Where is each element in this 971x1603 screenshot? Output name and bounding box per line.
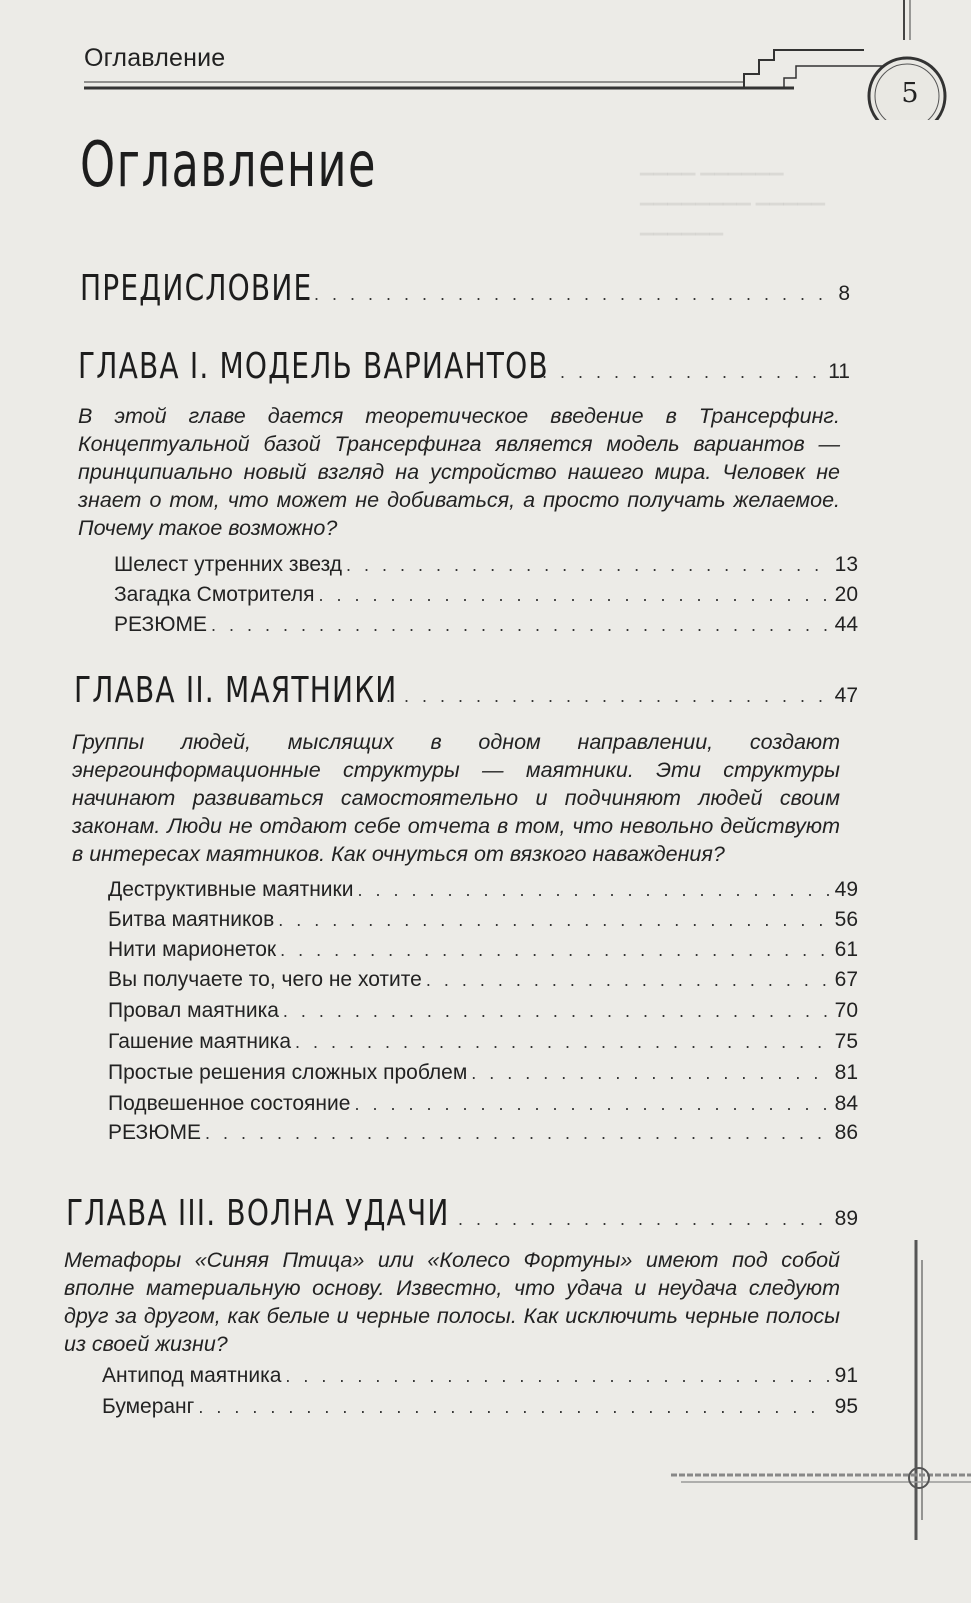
- toc-section[interactable]: [108, 1092, 858, 1116]
- section-title: Провал маятника: [108, 999, 279, 1022]
- page-ref: 8: [838, 282, 850, 305]
- page-ref: 13: [834, 553, 858, 576]
- toc-section[interactable]: [108, 938, 858, 962]
- running-head: Оглавление: [84, 44, 226, 72]
- section-title: Гашение маятника: [108, 1030, 292, 1053]
- toc-section[interactable]: [108, 1030, 858, 1054]
- toc-section[interactable]: [102, 1364, 858, 1388]
- leader-dots: [285, 1366, 828, 1387]
- leader-dots: [368, 686, 829, 707]
- section-title: Вы получаете то, чего не хотите: [108, 968, 422, 991]
- page-ref: 49: [834, 878, 858, 901]
- section-title: Загадка Смотрителя: [114, 583, 315, 606]
- leader-dots: [440, 1209, 829, 1230]
- show-through-text: ▁▁▁▁ ▁▁▁▁▁▁ ▁▁▁▁▁▁▁▁ ▁▁▁▁▁ ▁▁▁▁▁▁: [640, 155, 825, 235]
- leader-dots: [278, 910, 828, 931]
- page-title: Оглавление: [80, 128, 377, 201]
- toc-section[interactable]: [108, 1121, 858, 1145]
- leader-dots: [542, 362, 822, 383]
- toc-section[interactable]: [108, 1061, 858, 1085]
- page-ref: 61: [834, 938, 858, 961]
- toc-chapter-1[interactable]: [78, 346, 850, 387]
- chapter-title: ГЛАВА II. МАЯТНИКИ: [74, 670, 398, 711]
- page-ref: 56: [834, 908, 858, 931]
- chapter-description: Метафоры «Синяя Птица» или «Колесо Фортуны» имеют под собой вполне материальную основу. Известно, что удача и неудача следуют друг за другом, как белые и черные полосы. Как исключить черные полосы из своей жизни?: [64, 1248, 840, 1356]
- page-ref: 11: [828, 360, 850, 383]
- chapter-title: ГЛАВА I. МОДЕЛЬ ВАРИАНТОВ: [78, 346, 549, 387]
- chapter-description: Группы людей, мыслящих в одном направлении, создают энергоинформационные структуры — маятники. Эти структуры начинают развиваться самостоятельно и подчиняют людей своим законам. Люди не отдают себе отчета в том, что невольно действуют в интересах маятников. Как очнуться от вязкого наваждения?: [72, 730, 840, 866]
- toc-section[interactable]: [114, 553, 858, 577]
- leader-dots: [283, 1001, 829, 1022]
- leader-dots: [471, 1063, 828, 1084]
- leader-dots: [211, 615, 829, 636]
- toc-chapter-2[interactable]: [74, 670, 858, 711]
- section-title: РЕЗЮМЕ: [114, 613, 207, 636]
- toc-section[interactable]: [108, 968, 858, 992]
- page-ref: 67: [834, 968, 858, 991]
- chapter-title: ПРЕДИСЛОВИЕ: [80, 268, 313, 309]
- page-ref: 81: [834, 1061, 858, 1084]
- leader-dots: [205, 1123, 829, 1144]
- leader-dots: [354, 1094, 828, 1115]
- section-title: Битва маятников: [108, 908, 275, 931]
- header-rule: [84, 0, 971, 120]
- chapter-description: В этой главе дается теоретическое введение в Трансерфинг. Концептуальной базой Трансерфинга является модель вариантов — принципиально новый взгляд на устройство нашего мира. Человек не знает о том, что может не добиваться, а просто получать желаемое. Почему такое возможно?: [78, 404, 840, 540]
- toc-section[interactable]: [102, 1395, 858, 1419]
- leader-dots: [280, 940, 829, 961]
- page-ref: 86: [834, 1121, 858, 1144]
- toc-section[interactable]: [108, 908, 858, 932]
- section-title: Подвешенное состояние: [108, 1092, 351, 1115]
- page-ref: 47: [834, 684, 858, 707]
- section-title: Простые решения сложных проблем: [108, 1061, 468, 1084]
- section-title: Нити марионеток: [108, 938, 277, 961]
- toc-chapter-3[interactable]: [66, 1193, 858, 1234]
- section-title: Бумеранг: [102, 1395, 195, 1418]
- leader-dots: [357, 880, 828, 901]
- chapter-title: ГЛАВА III. ВОЛНА УДАЧИ: [66, 1193, 450, 1234]
- toc-section[interactable]: [114, 583, 858, 607]
- section-title: РЕЗЮМЕ: [108, 1121, 201, 1144]
- toc-section[interactable]: [108, 999, 858, 1023]
- toc-section[interactable]: [114, 613, 858, 637]
- leader-dots: [198, 1397, 828, 1418]
- leader-dots: [319, 585, 829, 606]
- page-ref: 70: [834, 999, 858, 1022]
- page-ref: 95: [834, 1395, 858, 1418]
- page-ref: 89: [834, 1207, 858, 1230]
- page-number: 5: [901, 78, 919, 109]
- leader-dots: [346, 555, 829, 576]
- leader-dots: [426, 970, 829, 991]
- page-ref: 20: [834, 583, 858, 606]
- section-title: Антипод маятника: [102, 1364, 282, 1387]
- leader-dots: [295, 1032, 829, 1053]
- toc-section[interactable]: [108, 878, 858, 902]
- section-title: Деструктивные маятники: [108, 878, 354, 901]
- page-ref: 91: [834, 1364, 858, 1387]
- toc-chapter-preface[interactable]: [80, 268, 850, 309]
- leader-dots: [314, 284, 832, 305]
- section-title: Шелест утренних звезд: [114, 553, 343, 576]
- page-ref: 75: [834, 1030, 858, 1053]
- page-ref: 84: [834, 1092, 858, 1115]
- page-ref: 44: [834, 613, 858, 636]
